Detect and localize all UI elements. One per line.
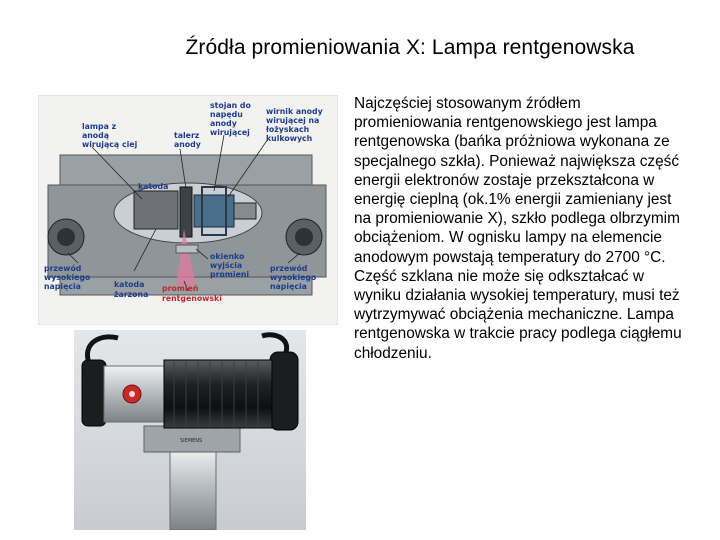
label-okienko-2: wyjścia — [210, 261, 243, 270]
label-wirnik-3: łożyskach — [266, 125, 310, 134]
label-stojan-4: wirującej — [210, 128, 250, 137]
label-okienko-1: okienko — [210, 252, 245, 261]
label-przewod-right-1: przewód — [270, 264, 308, 273]
label-wirnik-4: kulkowych — [266, 134, 313, 143]
label-katoda-1: katoda — [114, 280, 145, 289]
label-talerz-1: talerz — [174, 131, 200, 140]
left-end-cap — [82, 360, 106, 426]
right-end-cap — [270, 352, 298, 430]
label-przewod-left-3: napięcia — [44, 282, 81, 291]
label-przewod-left-2: wysokiego — [44, 273, 91, 282]
label-wirnik-1: wirnik anody — [266, 107, 323, 116]
label-lampa-tail: ciej — [122, 140, 138, 149]
rotor — [194, 195, 234, 227]
cathode-block — [134, 191, 178, 229]
label-okienko-3: promieni — [210, 270, 250, 279]
label-stojan-3: anody — [210, 119, 237, 128]
x-ray-tube-photo — [74, 330, 306, 530]
label-talerz-2: anody — [174, 140, 201, 149]
x-ray-tube-diagram — [38, 95, 338, 325]
slide-title: Źródła promieniowania X: Lampa rentgenowska — [185, 36, 635, 59]
label-przewod-left-1: przewód — [44, 264, 82, 273]
label-stojan-2: napędu — [210, 110, 243, 119]
label-katoda-2: żarzona — [114, 290, 149, 299]
label-promien-1: promień — [162, 284, 199, 293]
label-wirnik-2: wirującej na — [266, 116, 320, 125]
body-paragraph: Najczęściej stosowanym źródłem promieniowania rentgenowskiego jest lampa rentgenowska (bańka próżniowa wykonana ze specjalnego szkła). Ponieważ największa część energii elektronów zostaje przekształcona w energię cieplną (ok.1% energii zamieniany jest na promieniowanie X), szkło podlega olbrzymim obciążeniom. W ognisku lampy na elemencie anodowym powstają temperatury do 2700 °C. Część szklana nie może się odkształcać w wyniku działania wysokiej temperatury, musi też wytrzymywać obciążenia mechaniczne. Lampa rentgenowska w trakcie pracy podlega ciągłemu chłodzeniu. — [354, 95, 682, 362]
label-lampa-2: anodą — [82, 131, 110, 140]
stand — [170, 448, 216, 530]
label-lampa-1: lampa z — [82, 122, 117, 131]
label-przewod-right-2: wysokiego — [270, 273, 317, 282]
beam-window — [176, 245, 198, 253]
label-promien-2: rentgenowski — [162, 294, 222, 303]
anode-disc — [180, 187, 192, 237]
brand-label: SIEMENS — [180, 438, 203, 444]
label-stojan-1: stojan do — [210, 101, 251, 110]
tube-body-black — [164, 360, 272, 428]
label-przewod-right-3: napięcia — [270, 282, 307, 291]
label-lampa-3: wirującą — [82, 140, 120, 149]
label-katoda-inner: katoda — [138, 182, 169, 191]
